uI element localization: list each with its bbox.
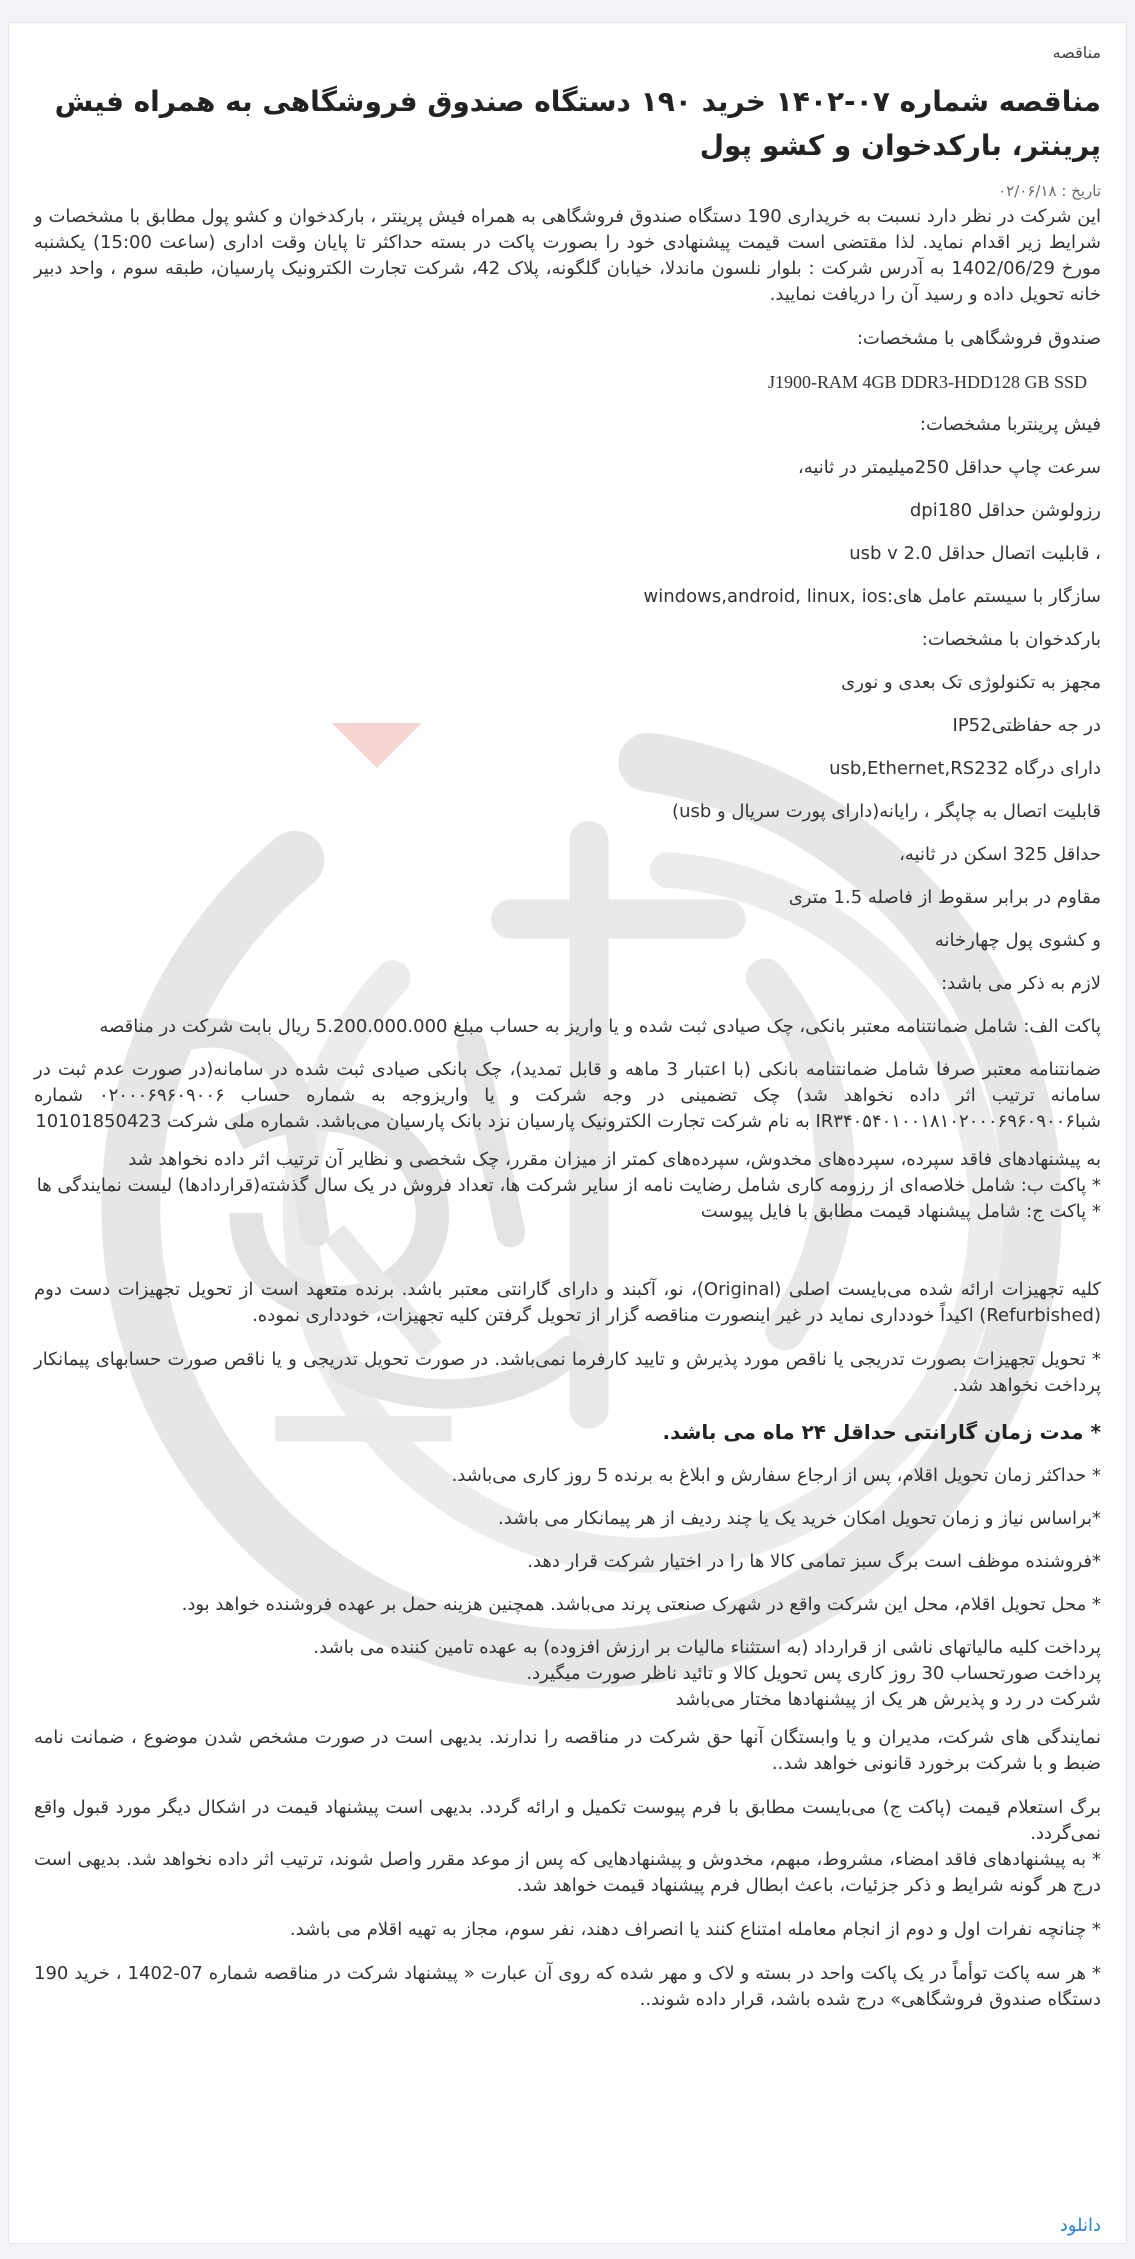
page-title: مناقصه شماره ۰۷-۱۴۰۲ خرید ۱۹۰ دستگاه صندوق فروشگاهی به همراه فیش پرینتر، بارکدخوان و کشو پول: [54, 85, 1101, 162]
form-condition: برگ استعلام قیمت (پاکت ج) می‌بایست مطابق با فرم پیوست تکمیل و ارائه گردد. بدیهی است پیشنهاد قیمت در اشکال دیگر مورد قبول واقع نمی‌گردد.: [34, 1797, 1101, 1844]
refusal-condition: * چنانچه نفرات اول و دوم از انجام معامله امتناع کنند یا انصراف دهند، نفر سوم، مجاز به تهیه اقلام می باشد.: [289, 1919, 1101, 1940]
spec-item: قابلیت اتصال به چاپگر ، رایانه(دارای پورت سریال و usb): [672, 801, 1101, 822]
invalid-bids-condition: * به پیشنهادهای فاقد امضاء، مشروط، مبهم، مخدوش و پیشنهادهایی که پس از موعد مقرر واصل شوند، ترتیب اثر داده نخواهد شد. بدیهی است درج هر گونه شرایط و ذکر جزئیات، باعث ابطال فرم پیشنهاد قیمت خواهد شد.: [34, 1849, 1101, 1896]
max-delivery-condition: * حداکثر زمان تحویل اقلام، پس از ارجاع سفارش و ابلاغ به برنده 5 روز کاری می‌باشد.: [451, 1465, 1101, 1486]
split-purchase-condition: *براساس نیاز و زمان تحویل امکان خرید یک یا چند ردیف از هر پیمانکار می باشد.: [498, 1508, 1101, 1529]
spec-item: مجهز به تکنولوژی تک بعدی و نوری: [841, 672, 1101, 693]
spec-item: صندوق فروشگاهی با مشخصات:: [856, 328, 1101, 349]
delivery-condition: * تحویل تجهیزات بصورت تدریجی یا ناقص مورد پذیرش و تایید کارفرما نمی‌باشد. در صورت تحویل تدریجی و یا ناقص صورت حسابهای پیمانکار پرداخت نخواهد شد.: [34, 1349, 1101, 1396]
original-condition: کلیه تجهیزات ارائه شده می‌بایست اصلی (Original)، نو، آکبند و دارای گارانتی معتبر باشد. برنده متعهد است از تحویل تجهیزات دست دوم (Refurbished) اکیداً خودداری نماید در غیر اینصورت مناقصه گزار از تحویل گرفتن کلیه تجهیزات، خودداری نموده.: [34, 1279, 1101, 1326]
agents-condition: نمایندگی های شرکت، مدیران و یا وابستگان آنها حق شرکت در مناقصه را ندارند. بدیهی است در صورت مشخص شدن موضوع ، ضمانت نامه ضبط و با شرکت برخورد قانونی خواهد شد..: [34, 1727, 1101, 1774]
post-date: تاریخ : ۰۲/۰۶/۱۸: [998, 182, 1101, 200]
tax-condition: پرداخت کلیه مالیاتهای ناشی از قرارداد (به استثناء مالیات بر ارزش افزوده) به عهده تامین کننده می باشد.: [313, 1637, 1101, 1658]
spec-item: ، قابلیت اتصال حداقل usb v 2.0: [849, 543, 1101, 564]
packet-a: پاکت الف: شامل ضمانتنامه معتبر بانکی، چک صیادی ثبت شده و یا واریز به حساب مبلغ 5.200.000.000 ریال بابت شرکت در مناقصه: [99, 1016, 1101, 1037]
payment-condition: پرداخت صورتحساب 30 روز کاری پس تحویل کالا و تائید ناظر صورت میگیرد.: [526, 1663, 1101, 1684]
spec-item: J1900-RAM 4GB DDR3-HDD128 GB SSD: [767, 372, 1087, 392]
green-sheet-condition: *فروشنده موظف است برگ سبز تمامی کالا ها را در اختیار شرکت قرار دهد.: [527, 1551, 1101, 1572]
intro-paragraph: این شرکت در نظر دارد نسبت به خریداری 190 دستگاه صندوق فروشگاهی به همراه فیش پرینتر ، بارکدخوان و کشو پول مطابق با مشخصات و شرایط زیر اقدام نماید. لذا مقتضی است قیمت پیشنهادی خود را بصورت پاکت در بسته حداکثر تا پایان وقت اداری (ساعت 15:00) یکشنبه مورخ 1402/06/29 به آدرس شرکت : بلوار نلسون ماندلا، خیابان گلگونه، پلاک 42، شرکت تجارت الکترونیک پارسیان، طبقه سوم ، واحد دبیر خانه تحویل داده و رسید آن را دریافت نمایید.: [34, 206, 1101, 305]
article-card: [8, 22, 1127, 2244]
spec-item: دارای درگاه usb,Ethernet,RS232: [829, 758, 1101, 779]
spec-item: و کشوی پول چهارخانه: [934, 930, 1101, 951]
specs-list: [34, 326, 1101, 997]
delivery-location-condition: * محل تحویل اقلام، محل این شرکت واقع در شهرک صنعتی پرند می‌باشد. همچنین هزینه حمل بر عهده فروشنده خواهد بود.: [181, 1594, 1101, 1615]
category-label[interactable]: مناقصه: [1052, 43, 1101, 62]
guarantee-paragraph: ضمانتنامه معتبر صرفا شامل ضمانتنامه بانکی (با اعتبار 3 ماهه و قابل تمدید)، چک بانکی صیادی ثبت شده در سامانه(در صورت عدم ثبت در سامانه ترتیب اثر داده نخواهد شد) چک تضمینی در وجه شرکت و یا واریزوجه به شماره حساب ۰۲۰۰۰۶۹۶۰۹۰۰۶ شماره شباIR۳۴۰۵۴۰۱۰۰۱۸۱۰۲۰۰۰۶۹۶۰۹۰۰۶ به نام شرکت تجارت الکترونیک پارسیان نزد بانک پارسیان می‌باشد. شماره ملی شرکت 10101850423: [34, 1059, 1102, 1132]
envelopes-condition: * هر سه پاکت توأماً در یک پاکت واحد در بسته و لاک و مهر شده که روی آن عبارت « پیشنهاد شرکت در مناقصه شماره 07-1402 ، خرید 190 دستگاه صندوق فروشگاهی» درج شده باشد، قرار داده شوند..: [34, 1963, 1101, 2010]
spec-item: فیش پرینتربا مشخصات:: [919, 414, 1101, 435]
spec-item: حداقل 325 اسکن در ثانیه،: [899, 844, 1101, 865]
spec-item: رزولوشن حداقل dpi180: [909, 500, 1101, 521]
spec-item: سازگار با سیستم عامل های:windows,android, linux, ios: [643, 586, 1101, 607]
warranty-condition: * مدت زمان گارانتی حداقل ۲۴ ماه می باشد.: [662, 1420, 1101, 1444]
spec-item: در جه حفاظتیIP52: [952, 715, 1101, 736]
download-link[interactable]: دانلود: [1059, 2215, 1101, 2236]
deposit-note: به پیشنهادهای فاقد سپرده، سپرده‌های مخدوش، سپرده‌های کمتر از میزان مقرر، چک شخصی و نظایر آن ترتیب اثر داده نخواهد شد: [128, 1149, 1101, 1170]
spec-item: مقاوم در برابر سقوط از فاصله 1.5 متری: [788, 887, 1101, 908]
spec-item: بارکدخوان با مشخصات:: [921, 629, 1101, 650]
spec-item: لازم به ذکر می باشد:: [941, 973, 1101, 994]
article-content: [9, 23, 1126, 2013]
spec-item: سرعت چاپ حداقل 250میلیمتر در ثانیه،: [797, 457, 1101, 478]
rights-condition: شرکت در رد و پذیرش هر یک از پیشنهادها مختار می‌باشد: [675, 1689, 1101, 1710]
packet-c: * پاکت ج: شامل پیشنهاد قیمت مطابق با فایل پیوست: [700, 1201, 1101, 1222]
packet-b: * پاکت ب: شامل خلاصه‌ای از رزومه کاری شامل رضایت نامه از سایر شرکت ها، تعداد فروش در یک سال گذشته(قراردادها) لیست نمایندگی ها: [36, 1175, 1101, 1196]
